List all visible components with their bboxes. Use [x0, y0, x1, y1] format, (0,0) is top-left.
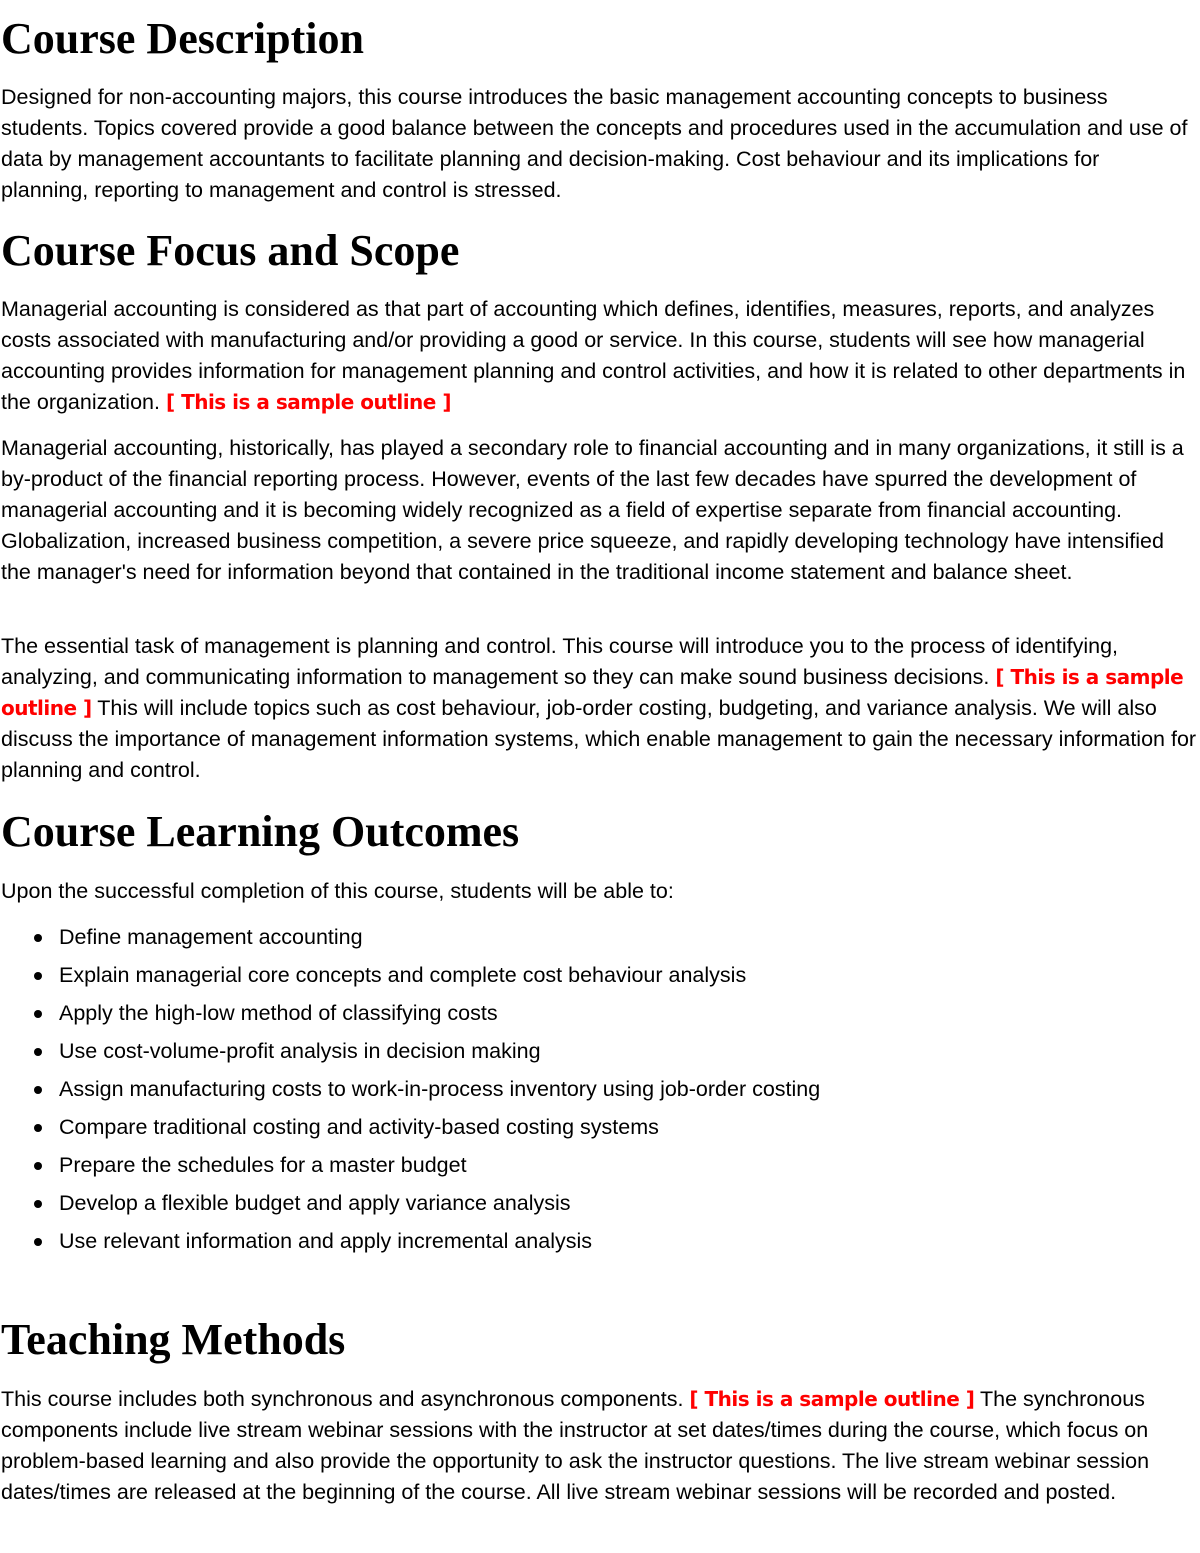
bullet-icon — [34, 1200, 42, 1208]
sample-outline-tag: [ This is a sample outline ] — [689, 1387, 975, 1411]
bullet-icon — [34, 972, 42, 980]
outcome-text: Compare traditional costing and activity-based costing systems — [59, 1115, 659, 1139]
list-item — [0, 994, 1190, 1032]
bullet-icon — [34, 1086, 42, 1094]
list-item — [0, 1184, 1190, 1222]
outcome-text: Develop a flexible budget and apply variance analysis — [59, 1191, 571, 1215]
focus-p3-text-before: The essential task of management is planning and control. This course will introduce you to the process of identifying, analyzing, and communicating information to management so they can make sound business decisions. — [1, 634, 1119, 689]
outcome-text: Use relevant information and apply incremental analysis — [59, 1229, 592, 1253]
outcome-text: Define management accounting — [59, 925, 363, 949]
bullet-icon — [34, 1048, 42, 1056]
sample-outline-tag: [ This is a sample outline ] — [1, 665, 1184, 720]
learning-outcomes-heading: Course Learning Outcomes — [1, 807, 520, 856]
bullet-icon — [34, 1124, 42, 1132]
teaching-text-before: This course includes both synchronous and asynchronous components. — [1, 1387, 684, 1411]
learning-outcomes-intro: Upon the successful completion of this course, students will be able to: — [1, 879, 674, 903]
list-item — [0, 1032, 1190, 1070]
list-item — [0, 1222, 1190, 1260]
teaching-methods-paragraph — [0, 1384, 1191, 1508]
outcome-text: Explain managerial core concepts and complete cost behaviour analysis — [59, 963, 747, 987]
bullet-icon — [34, 934, 42, 942]
sample-outline-tag: [ This is a sample outline ] — [165, 390, 451, 414]
course-description-heading: Course Description — [1, 14, 364, 63]
course-description-text: Designed for non-accounting majors, this course introduces the basic management accounting concepts to business students. Topics covered provide a good balance between the concepts and procedures used in the accumulation and use of data by management accountants to facilitate planning and decision-making. Cost behaviour and its implications for planning, reporting to management and control is stressed. — [1, 85, 1188, 202]
list-item — [0, 1108, 1190, 1146]
bullet-icon — [34, 1162, 42, 1170]
list-item — [0, 956, 1190, 994]
course-focus-paragraph-1 — [0, 294, 1191, 418]
bullet-icon — [34, 1238, 42, 1246]
focus-p3-text-after: This will include topics such as cost behaviour, job-order costing, budgeting, and variance analysis. We will also discuss the importance of management information systems, which enable management to gain the necessary information for planning and control. — [1, 696, 1197, 782]
teaching-text-after: The synchronous components include live stream webinar sessions with the instructor at set dates/times during the course, which focus on problem-based learning and also provide the opportunity to ask the instructor questions. The live stream webinar session dates/times are released at the beginning of the course. All live stream webinar sessions will be recorded and posted. — [1, 1387, 1150, 1504]
outcome-text: Apply the high-low method of classifying costs — [59, 1001, 498, 1025]
course-focus-paragraph-3 — [0, 631, 1197, 786]
course-focus-paragraph-2: Managerial accounting, historically, has played a secondary role to financial accounting and in many organizations, it still is a by-product of the financial reporting process. However, events of the last few decades have spurred the development of managerial accounting and it is becoming widely recognized as a field of expertise separate from financial accounting. Globalization, increased business competition, a severe price squeeze, and rapidly developing technology have intensified the manager's need for information beyond that contained in the traditional income statement and balance sheet. — [1, 436, 1184, 584]
list-item — [0, 1070, 1190, 1108]
learning-outcomes-list — [0, 918, 1190, 1260]
course-focus-heading: Course Focus and Scope — [1, 226, 460, 275]
list-item — [0, 1146, 1190, 1184]
teaching-methods-heading: Teaching Methods — [1, 1315, 346, 1364]
outcome-text: Prepare the schedules for a master budget — [59, 1153, 467, 1177]
list-item — [0, 918, 1190, 956]
outcome-text: Use cost-volume-profit analysis in decision making — [59, 1039, 541, 1063]
focus-p1-text: Managerial accounting is considered as that part of accounting which defines, identifies, measures, reports, and analyzes costs associated with manufacturing and/or providing a good or service. In this course, students will see how managerial accounting provides information for management planning and control activities, and how it is related to other departments in the organization. — [1, 297, 1186, 414]
bullet-icon — [34, 1010, 42, 1018]
outcome-text: Assign manufacturing costs to work-in-process inventory using job-order costing — [59, 1077, 821, 1101]
